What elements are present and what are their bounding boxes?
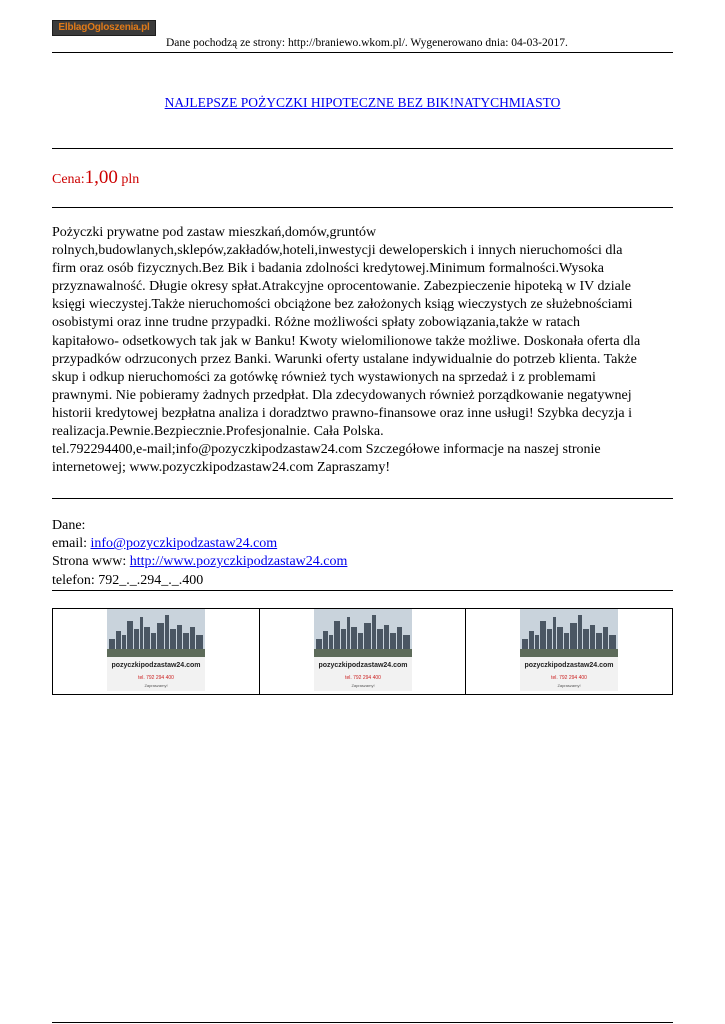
website-link[interactable]: http://www.pozyczkipodzastaw24.com <box>129 554 348 570</box>
description-line: realizacja.Pewnie.Bezpiecznie.Profesjonalnie. Cała Polska. <box>52 424 384 440</box>
source-info: Dane pochodzą ze strony: http://braniewo.wkom.pl/. Wygenerowano dnia: 04-03-2017. <box>166 37 568 49</box>
description-line: przypadków odrzuconych przez Banki. Warunki oferty ustalane indywidualnie do potrzeb klienta. Także <box>52 351 637 367</box>
contact-section <box>52 517 673 590</box>
description-line: kapitałowo- odsetkowych tak jak w Banku! Kwoty wielomilionowe także możliwe. Doskonała oferta dla <box>52 333 641 349</box>
image-gallery <box>52 608 673 695</box>
price-currency: pln <box>117 172 140 187</box>
svg-text:Zapraszamy!: Zapraszamy! <box>350 683 375 688</box>
divider <box>52 498 673 499</box>
listing-description <box>52 224 673 477</box>
divider <box>52 148 673 149</box>
description-line: księgi wieczystej.Także nieruchomości obciążone bez założonych ksiąg wieczystych ze służebnościami <box>52 297 633 313</box>
svg-text:tel. 792 294 400: tel. 792 294 400 <box>344 675 381 681</box>
footer-divider <box>52 1022 673 1023</box>
svg-text:pozyczkipodzastaw24.com: pozyczkipodzastaw24.com <box>111 662 201 669</box>
svg-text:pozyczkipodzastaw24.com: pozyczkipodzastaw24.com <box>524 662 614 669</box>
gallery-cell <box>53 609 260 694</box>
price-label: Cena: <box>52 172 85 187</box>
description-line: historii kredytowej bezpłatna analiza i doradztwo prawno-finansowe oraz inne usługi! Szybka decyzja i <box>52 405 633 421</box>
divider <box>52 590 673 591</box>
contact-heading: Dane: <box>52 518 86 533</box>
description-line: rolnych,budowlanych,sklepów,zakładów,hoteli,inwestycji deweloperskich i innych nieruchomości dla <box>52 243 623 259</box>
price-value: 1,00 <box>84 167 118 188</box>
description-line: tel.792294400,e-mail;info@pozyczkipodzastaw24.com Szczegółowe informacje na naszej stronie <box>52 442 601 458</box>
svg-text:pozyczkipodzastaw24.com: pozyczkipodzastaw24.com <box>317 662 408 669</box>
contact-www-row <box>52 553 673 571</box>
gallery-cell <box>260 609 467 694</box>
svg-text:tel. 792 294 400: tel. 792 294 400 <box>137 675 174 681</box>
header-divider <box>52 52 673 53</box>
description-line: firm oraz osób fizycznych.Bez Bik i badania zdolności kredytowej.Minimum formalności.Wysoka <box>52 261 605 277</box>
description-line: skup i odkup nieruchomości za gotówkę również tych wystawionych na sprzedaż i z problemami <box>52 369 596 385</box>
svg-text:tel. 792 294 400: tel. 792 294 400 <box>551 675 588 681</box>
www-label: Strona www: <box>52 554 130 570</box>
listing-photo[interactable] <box>314 609 412 691</box>
phone-label: telefon: <box>52 572 99 588</box>
divider <box>52 207 673 208</box>
listing-photo[interactable] <box>107 609 205 691</box>
description-line: osobistymi oraz inne trudne przypadki. Różne możliwości spłaty zobowiązania,także w ratach <box>52 315 580 331</box>
document-page <box>52 0 673 1024</box>
description-line: prawnymi. Nie pobieramy żadnych przedpłat. Dla zdecydowanych również porządkowanie negatywnej <box>52 387 632 403</box>
email-link[interactable]: info@pozyczkipodzastaw24.com <box>90 536 278 552</box>
svg-text:Zapraszamy!: Zapraszamy! <box>557 683 581 688</box>
gallery-cell <box>466 609 672 694</box>
description-line: Pożyczki prywatne pod zastaw mieszkań,domów,gruntów <box>52 225 377 240</box>
svg-text:Zapraszamy!: Zapraszamy! <box>144 683 168 688</box>
contact-email-row <box>52 535 673 553</box>
description-line: przyznawalność. Długie okresy spłat.Atrakcyjne oprocentowanie. Zabezpieczenie hipoteką w IV dziale <box>52 279 631 295</box>
description-line: internetowej; www.pozyczkipodzastaw24.com Zapraszamy! <box>52 460 391 476</box>
price-line <box>52 166 139 192</box>
email-label: email: <box>52 536 91 552</box>
listing-photo[interactable] <box>520 609 618 691</box>
site-logo[interactable]: ElblagOgloszenia.pl <box>52 20 156 36</box>
phone-value: 792_._.294_._.400 <box>98 572 204 588</box>
listing-title[interactable]: NAJLEPSZE POŻYCZKI HIPOTECZNE BEZ BIK!NATYCHMIASTO <box>164 95 561 110</box>
contact-phone-row <box>52 572 673 590</box>
